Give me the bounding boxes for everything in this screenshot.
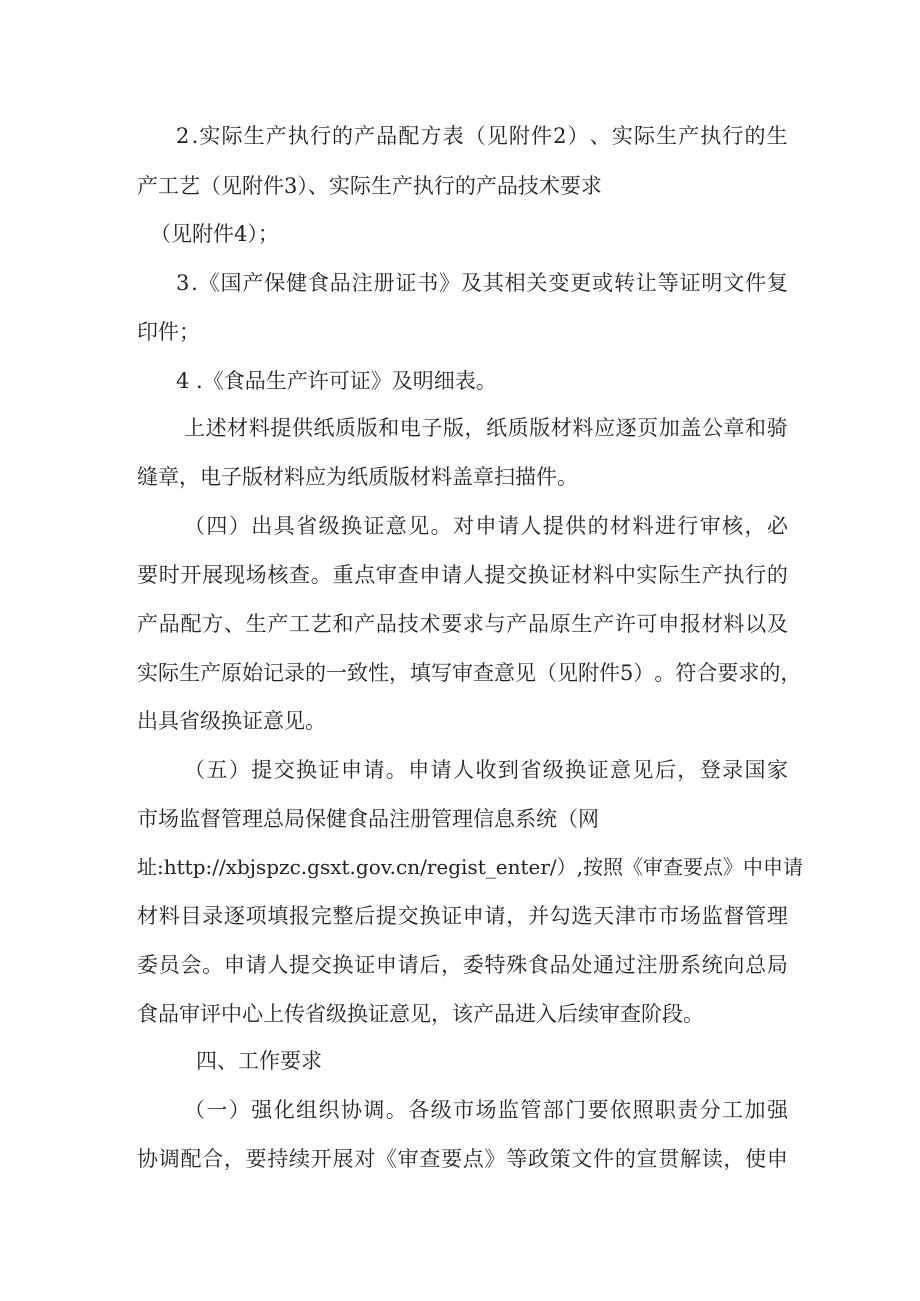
text-line: 实 际 生 产 原 始 记 录 的 一 致 性 ， 填 写 审 查 意 见 （ 见 附 件 5 ） 。 符 合 要 求 的 ， [137, 661, 802, 685]
text-line: 材 料 目 录 逐 项 填 报 完 整 后 提 交 换 证 申 请 ， 并 勾 选 天 津 市 市 场 监 督 管 理 [137, 904, 788, 928]
text-line: 上 述 材 料 提 供 纸 质 版 和 电 子 版 ， 纸 质 版 材 料 应 逐 页 加 盖 公 章 和 骑 [184, 416, 788, 440]
text-line: 协 调 配 合 ， 要 持 续 开 展 对 《 审 查 要 点 》 等 政 策 文 件 的 宣 贯 解 读 ， 使 申 [137, 1147, 788, 1171]
text-line: 出具省级换证意见。 [137, 709, 326, 733]
text-line: 产工艺（见附件3）、实际生产执行的产品技术要求 [137, 174, 602, 198]
text-line: （ 四 ） 出 具 省 级 换 证 意 见 。 对 申 请 人 提 供 的 材 料 进 行 审 核 ， 必 [184, 514, 788, 538]
text-line: 2 . 实 际 生 产 执 行 的 产 品 配 方 表 （ 见 附 件 2 ） 、 实 际 生 产 执 行 的 生 [176, 124, 788, 148]
text-line: 址:http://xbjspzc.gsxt.gov.cn/regist_enter/）,按照《审查要点》中申请 [137, 855, 803, 879]
text-line: 缝章，电子版材料应为纸质版材料盖章扫描件。 [137, 465, 578, 489]
text-line: （见附件4）； [150, 222, 279, 246]
section-heading: 四、工作要求 [196, 1049, 322, 1073]
text-line: 3 . 《 国 产 保 健 食 品 注 册 证 书 》 及 其 相 关 变 更 或 转 让 等 证 明 文 件 复 [176, 271, 788, 295]
text-line: 4 .《食品生产许可证》及明细表。 [176, 369, 497, 393]
text-line: 印件； [137, 320, 200, 344]
text-line: 要 时 开 展 现 场 核 查 。 重 点 审 查 申 请 人 提 交 换 证 材 料 中 实 际 生 产 执 行 的 [137, 563, 788, 587]
text-line: （ 五 ） 提 交 换 证 申 请 。 申 请 人 收 到 省 级 换 证 意 见 后 ， 登 录 国 家 [184, 758, 788, 782]
text-line: 食品审评中心上传省级换证意见，该产品进入后续审查阶段。 [137, 1002, 704, 1026]
text-line: 产 品 配 方 、 生 产 工 艺 和 产 品 技 术 要 求 与 产 品 原 生 产 许 可 申 报 材 料 以 及 [137, 612, 788, 636]
text-line: 委 员 会 。 申 请 人 提 交 换 证 申 请 后 ， 委 特 殊 食 品 处 通 过 注 册 系 统 向 总 局 [137, 953, 788, 977]
text-line: （ 一 ） 强 化 组 织 协 调 。 各 级 市 场 监 管 部 门 要 依 照 职 责 分 工 加 强 [184, 1098, 788, 1122]
text-line: 市场监督管理总局保健食品注册管理信息系统（网 [137, 807, 599, 831]
